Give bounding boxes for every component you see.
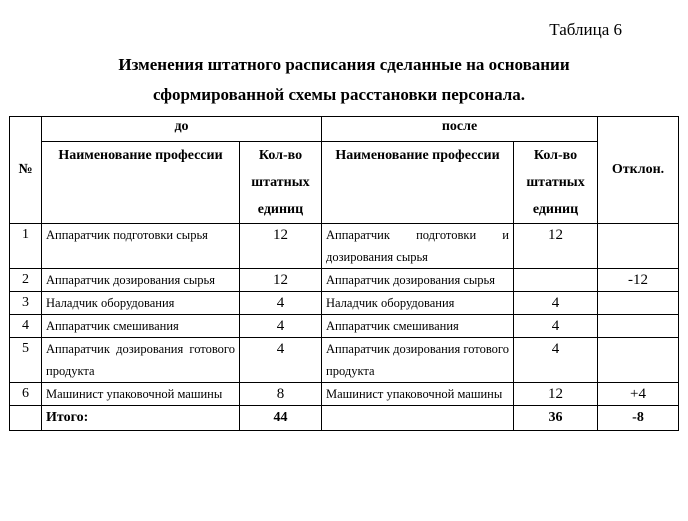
table-row <box>10 315 679 338</box>
total-empty-cell <box>322 406 514 431</box>
header-count-after: Кол-во штатных единиц <box>514 142 598 224</box>
qty-after: 12 <box>514 383 598 406</box>
qty-after <box>514 269 598 292</box>
profession-before: Наладчик оборудования <box>42 292 240 315</box>
page-title <box>0 50 688 110</box>
profession-after: Аппаратчик подготовки и дозирования сырья <box>322 224 514 269</box>
qty-after: 4 <box>514 338 598 383</box>
total-row <box>10 406 679 431</box>
table-row <box>10 224 679 269</box>
header-profession-before: Наименование профессии <box>42 142 240 224</box>
row-number: 6 <box>10 383 42 406</box>
profession-before: Аппаратчик дозирования сырья <box>42 269 240 292</box>
table-row <box>10 338 679 383</box>
table-body <box>10 224 679 406</box>
header-num: № <box>10 117 42 224</box>
staffing-table <box>9 116 679 431</box>
deviation: +4 <box>598 383 679 406</box>
qty-before: 4 <box>240 338 322 383</box>
table-row <box>10 383 679 406</box>
total-num-cell <box>10 406 42 431</box>
header-profession-after: Наименование профессии <box>322 142 514 224</box>
row-number: 2 <box>10 269 42 292</box>
header-deviation: Отклон. <box>598 117 679 224</box>
qty-before: 12 <box>240 224 322 269</box>
qty-before: 12 <box>240 269 322 292</box>
profession-before: Аппаратчик дозирования готового продукта <box>42 338 240 383</box>
profession-before: Аппаратчик подготовки сырья <box>42 224 240 269</box>
table-caption: Таблица 6 <box>549 20 622 39</box>
profession-after: Машинист упаковочной машины <box>322 383 514 406</box>
profession-after: Наладчик оборудования <box>322 292 514 315</box>
qty-after: 4 <box>514 292 598 315</box>
row-number: 4 <box>10 315 42 338</box>
deviation <box>598 224 679 269</box>
table-row <box>10 269 679 292</box>
deviation <box>598 338 679 383</box>
row-number: 1 <box>10 224 42 269</box>
title-line-2: сформированной схемы расстановки персонала. <box>152 85 526 104</box>
qty-after: 4 <box>514 315 598 338</box>
deviation: -12 <box>598 269 679 292</box>
total-label: Итого: <box>42 406 240 431</box>
profession-before: Машинист упаковочной машины <box>42 383 240 406</box>
table-row <box>10 292 679 315</box>
title-line-1: Изменения штатного расписания сделанные на основании <box>118 55 570 74</box>
header-count-before: Кол-во штатных единиц <box>240 142 322 224</box>
profession-after: Аппаратчик смешивания <box>322 315 514 338</box>
total-deviation: -8 <box>598 406 679 431</box>
qty-before: 4 <box>240 292 322 315</box>
deviation <box>598 315 679 338</box>
profession-after: Аппаратчик дозирования сырья <box>322 269 514 292</box>
total-qty-before: 44 <box>240 406 322 431</box>
header-before: до <box>42 117 322 142</box>
row-number: 5 <box>10 338 42 383</box>
qty-before: 4 <box>240 315 322 338</box>
header-after: после <box>322 117 598 142</box>
profession-before: Аппаратчик смешивания <box>42 315 240 338</box>
total-qty-after: 36 <box>514 406 598 431</box>
deviation <box>598 292 679 315</box>
qty-before: 8 <box>240 383 322 406</box>
profession-after: Аппаратчик дозирования готового продукта <box>322 338 514 383</box>
row-number: 3 <box>10 292 42 315</box>
qty-after: 12 <box>514 224 598 269</box>
